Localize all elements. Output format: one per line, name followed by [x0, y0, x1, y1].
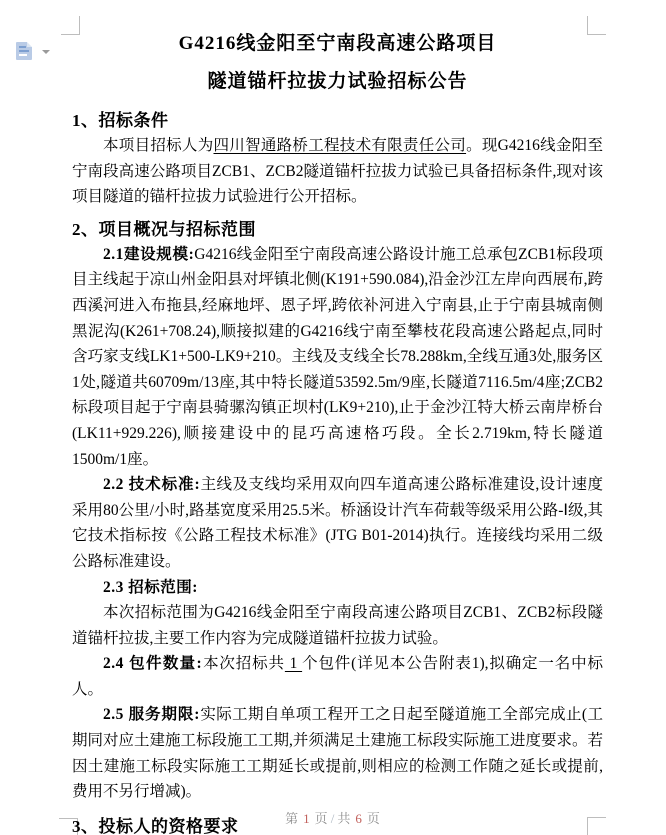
clause-2-4-label: 2.4 包件数量: [103, 655, 203, 673]
section-1-heading: 1、招标条件 [72, 111, 169, 130]
clause-2-2-technical-standard: 2.2 技术标准:主线及支线均采用双向四车道高速公路标准建设,设计速度采用80公里/小时,路基宽度采用25.5米。桥涵设计汽车荷载等级采用公路-Ⅰ级,其它技术指标按《公路工程技术标准》(JTG B01-2014)执行。连接线均采用二级公路标准建设。 [72, 476, 603, 570]
clause-2-3-scope: 本次招标范围为G4216线金阳至宁南段高速公路项目ZCB1、ZCB2标段隧道锚杆拉拔,主要工作内容为完成隧道锚杆拉拔力试验。 [72, 604, 603, 647]
document-body [72, 28, 603, 835]
paste-options-button[interactable] [14, 41, 50, 63]
tenderer-name: 四川智通路桥工程技术有限责任公司 [213, 137, 467, 154]
clause-2-4-package-count: 2.4 包件数量:本次招标共 1 个包件(详见本公告附表1),拟确定一名中标人。 [72, 655, 603, 698]
clause-2-2-label: 2.2 技术标准: [103, 476, 201, 494]
page-fold-icon [27, 42, 32, 47]
current-page-number: 1 [303, 811, 311, 826]
clause-2-5-service-period: 2.5 服务期限:实际工期自单项工程开工之日起至隧道施工全部完成止(工期同对应土建施工标段施工工期,并须满足土建施工标段实际施工进度要求。若因土建施工标段实际施工工期延长或提前,则相应的检测工作随之延长或提前,费用不另行增减)。 [72, 706, 603, 801]
clause-2-5-label: 2.5 服务期限: [103, 706, 200, 724]
clause-2-1-construction-scale: 2.1建设规模:G4216线金阳至宁南段高速公路设计施工总承包ZCB1标段项目主线起于凉山州金阳县对坪镇北侧(K191+590.084),沿金沙江左岸向西展布,跨西溪河进入布拖县,经麻地坪、恩子坪,跨依补河进入宁南县,止于宁南县城南侧黑泥沟(K261+708.24),顺接拟建的G4216线宁南至攀枝花段高速公路起点,同时含巧家支线LK1+500-LK9+210。主线及支线全长78.288km,全线互通3处,服务区1处,隧道共60709m/13座,其中特长隧道53592.5m/9座,长隧道7116.5m/4座;ZCB2标段项目起于宁南县骑骡沟镇正坝村(LK9+210),止于金沙江特大桥云南岸桥台(LK11+929.226),顺接建设中的昆巧高速格巧段。全长2.719km,特长隧道1500m/1座。 [72, 245, 604, 468]
document-title-line2: 隧道锚杆拉拔力试验招标公告 [207, 71, 468, 92]
package-count-value: 1 [284, 655, 303, 673]
page-separator: / [330, 811, 336, 826]
clause-2-3-label: 2.3 招标范围: [103, 578, 198, 596]
paste-options-icon [16, 42, 32, 60]
section-3-heading: 3、投标人的资格要求 [72, 816, 239, 835]
document-title-line1: G4216线金阳至宁南段高速公路项目 [178, 33, 497, 54]
chevron-down-icon[interactable] [42, 50, 50, 54]
page-number-footer: 第 1 页 / 共 6 页 [285, 811, 381, 826]
total-page-number: 6 [355, 811, 363, 826]
clause-2-1-label: 2.1建设规模: [103, 245, 195, 263]
section-1-paragraph: 本项目招标人为四川智通路桥工程技术有限责任公司。现G4216线金阳至宁南段高速公路项目ZCB1、ZCB2隧道锚杆拉拔力试验已具备招标条件,现对该项目隧道的锚杆拉拔力试验进行公开招标。 [72, 137, 603, 206]
section-2-heading: 2、项目概况与招标范围 [72, 219, 256, 239]
clause-2-3-label-line [72, 575, 603, 601]
